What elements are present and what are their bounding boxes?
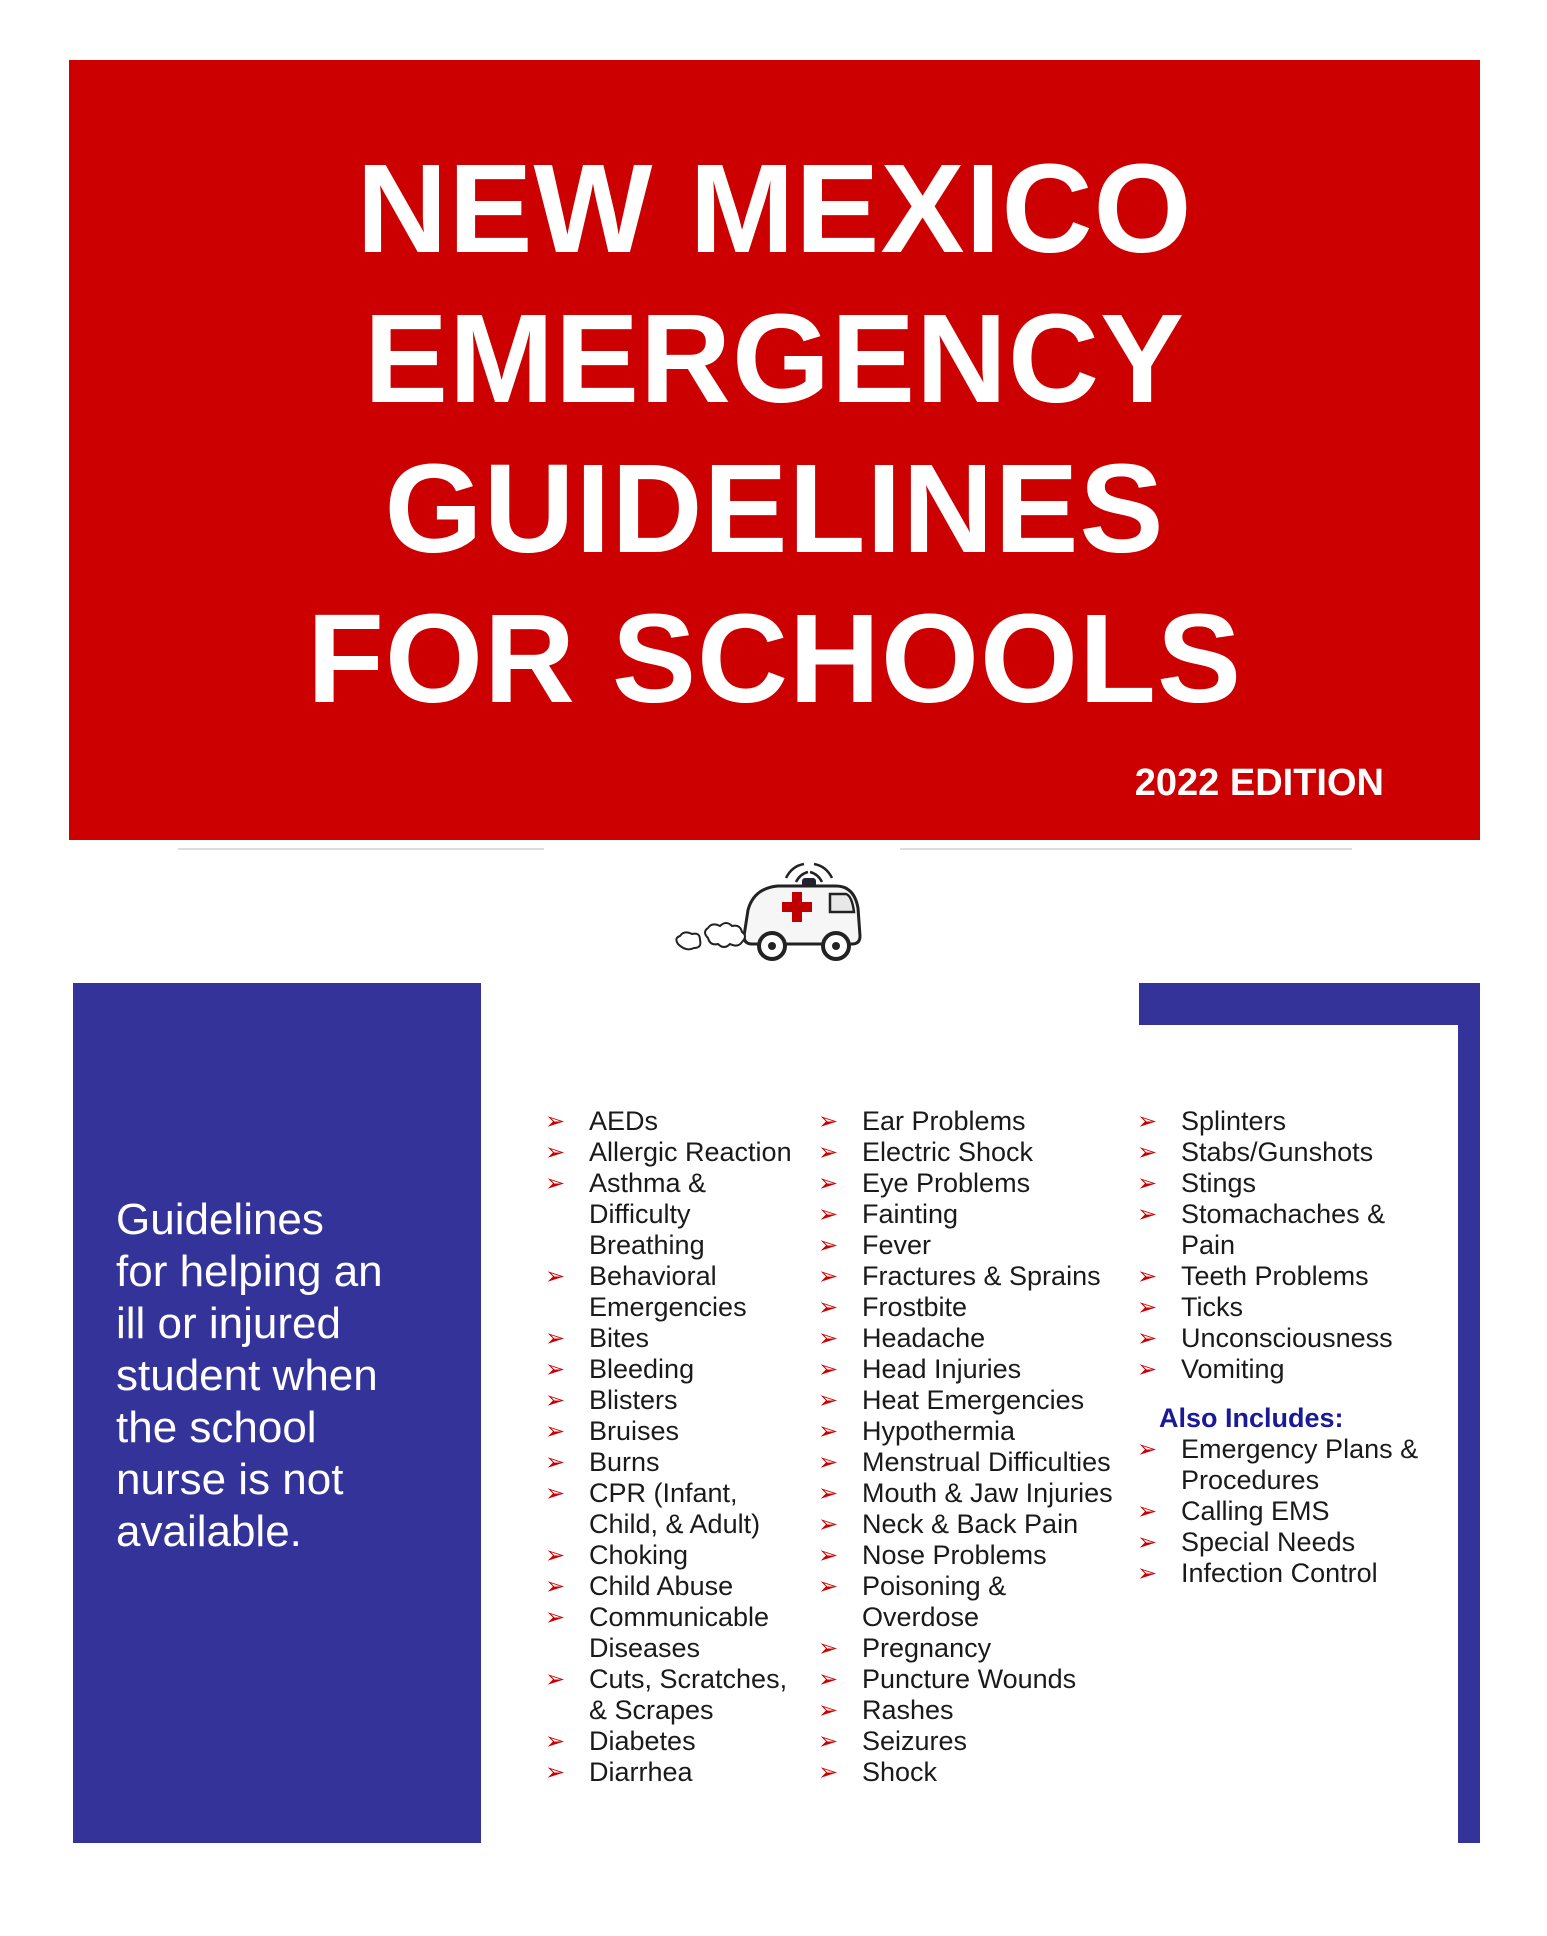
list-item: ➢ Diabetes (545, 1726, 815, 1757)
list-item: ➢ Neck & Back Pain (818, 1509, 1138, 1540)
list-item: ➢ Bleeding (545, 1354, 815, 1385)
list-item: ➢ Burns (545, 1447, 815, 1478)
list-item: ➢ Stings (1137, 1168, 1457, 1199)
list-item: ➢ Poisoning & Overdose (818, 1571, 1138, 1633)
title-line: EMERGENCY (363, 288, 1186, 429)
list-item: ➢ Seizures (818, 1726, 1138, 1757)
list-item: ➢ Diarrhea (545, 1757, 815, 1788)
list-item: ➢ Communicable Diseases (545, 1602, 815, 1664)
list-item: ➢ Menstrual Difficulties (818, 1447, 1138, 1478)
list-item: ➢ CPR (Infant, Child, & Adult) (545, 1478, 815, 1540)
title-line: GUIDELINES (384, 438, 1165, 579)
topics-column-1 (545, 1106, 815, 1788)
list-item: ➢ Hypothermia (818, 1416, 1138, 1447)
topics-column-2 (818, 1106, 1138, 1788)
list-item: ➢ Headache (818, 1323, 1138, 1354)
list-item: ➢ Vomiting (1137, 1354, 1457, 1385)
list-item: ➢ Heat Emergencies (818, 1385, 1138, 1416)
list-item: ➢ Bruises (545, 1416, 815, 1447)
list-item: ➢ Splinters (1137, 1106, 1457, 1137)
list-item: ➢ Stabs/Gunshots (1137, 1137, 1457, 1168)
title-banner (69, 60, 1480, 840)
edition-label: 2022 EDITION (1134, 762, 1384, 804)
list-item: ➢ Ticks (1137, 1292, 1457, 1323)
list-item: ➢ Fractures & Sprains (818, 1261, 1138, 1292)
list-item: ➢ Head Injuries (818, 1354, 1138, 1385)
also-includes-list (1137, 1434, 1457, 1589)
list-item: ➢ AEDs (545, 1106, 815, 1137)
tagline-text: Guidelines for helping an ill or injured student when the school nurse is not available. (116, 1195, 383, 1556)
list-item: ➢ Cuts, Scratches, & Scrapes (545, 1664, 815, 1726)
list-item: ➢ Fever (818, 1230, 1138, 1261)
list-item: ➢ Puncture Wounds (818, 1664, 1138, 1695)
list-item: ➢ Behavioral Emergencies (545, 1261, 815, 1323)
list-item: ➢ Calling EMS (1137, 1496, 1457, 1527)
decorative-frame-top (1139, 983, 1480, 1025)
list-item: ➢ Choking (545, 1540, 815, 1571)
list-item: ➢ Rashes (818, 1695, 1138, 1726)
divider-right (900, 848, 1352, 850)
list-item: ➢ Bites (545, 1323, 815, 1354)
list-item: ➢ Child Abuse (545, 1571, 815, 1602)
list-item: ➢ Asthma & Difficulty Breathing (545, 1168, 815, 1261)
list-item: ➢ Special Needs (1137, 1527, 1457, 1558)
list-item: ➢ Infection Control (1137, 1558, 1457, 1589)
list-item: ➢ Shock (818, 1757, 1138, 1788)
divider-left (178, 848, 544, 850)
list-item: ➢ Pregnancy (818, 1633, 1138, 1664)
list-item: ➢ Frostbite (818, 1292, 1138, 1323)
also-includes-heading: Also Includes: (1159, 1403, 1344, 1433)
list-item: ➢ Teeth Problems (1137, 1261, 1457, 1292)
list-item: ➢ Blisters (545, 1385, 815, 1416)
list-item: ➢ Unconsciousness (1137, 1323, 1457, 1354)
list-item: ➢ Fainting (818, 1199, 1138, 1230)
decorative-frame-side (1458, 983, 1480, 1843)
list-item: ➢ Stomachaches & Pain (1137, 1199, 1457, 1261)
ambulance-icon (668, 852, 878, 972)
list-item: ➢ Emergency Plans & Procedures (1137, 1434, 1457, 1496)
title-line: FOR SCHOOLS (306, 588, 1243, 729)
list-item: ➢ Nose Problems (818, 1540, 1138, 1571)
list-item: ➢ Mouth & Jaw Injuries (818, 1478, 1138, 1509)
document-title (69, 134, 1480, 734)
list-item: ➢ Electric Shock (818, 1137, 1138, 1168)
title-line: NEW MEXICO (356, 138, 1193, 279)
list-item: ➢ Eye Problems (818, 1168, 1138, 1199)
topics-column-3 (1137, 1106, 1457, 1589)
list-item: ➢ Allergic Reaction (545, 1137, 815, 1168)
tagline-panel (73, 983, 481, 1843)
topics-list (1137, 1106, 1457, 1385)
list-item: ➢ Ear Problems (818, 1106, 1138, 1137)
